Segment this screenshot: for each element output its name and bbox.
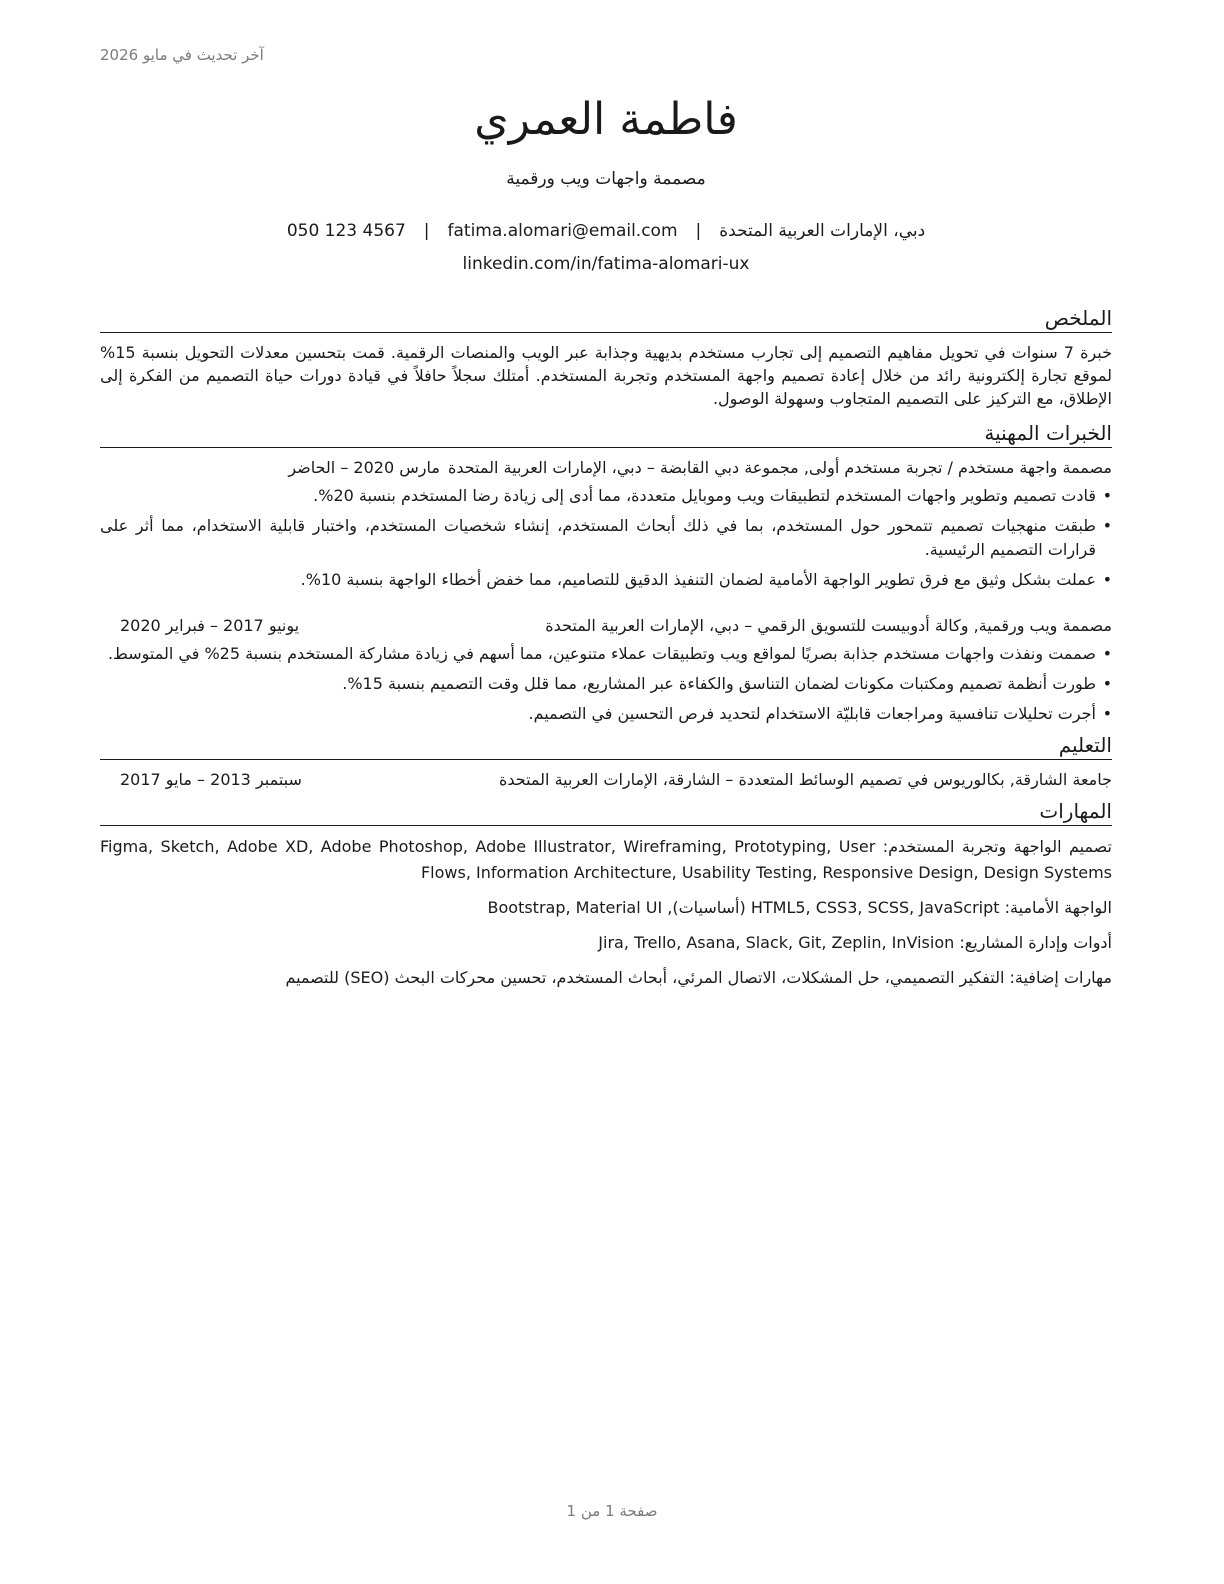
page-number: صفحة 1 من 1 xyxy=(566,1502,658,1520)
bullet-icon: • xyxy=(1102,486,1112,505)
section-heading-skills: المهارات xyxy=(100,798,1112,826)
section-heading-experience: الخبرات المهنية xyxy=(100,420,1112,448)
job-bullets xyxy=(100,642,1112,726)
skill-label: تصميم الواجهة وتجربة المستخدم: xyxy=(882,837,1112,856)
skill-line xyxy=(100,834,1112,886)
skill-label: الواجهة الأمامية: xyxy=(1004,898,1112,917)
job-header xyxy=(100,456,1112,480)
education-dates: سبتمبر 2013 – مايو 2017 xyxy=(120,770,302,789)
skills-section xyxy=(100,798,1112,991)
contact-linkedin[interactable]: linkedin.com/in/fatima-alomari-ux xyxy=(462,254,750,274)
bullet-icon: • xyxy=(1102,704,1112,723)
job-header xyxy=(100,614,1112,638)
job-dates: مارس 2020 – الحاضر xyxy=(288,458,440,477)
bullet-icon: • xyxy=(1102,644,1112,663)
list-item xyxy=(100,568,1112,592)
summary-section xyxy=(100,305,1112,410)
list-item xyxy=(100,672,1112,696)
contact-location: دبي، الإمارات العربية المتحدة xyxy=(719,221,926,241)
candidate-title: مصممة واجهات ويب ورقمية xyxy=(506,169,706,189)
list-item xyxy=(100,702,1112,726)
last-updated-note: آخر تحديث في مايو 2026 xyxy=(100,46,264,64)
skill-value: Jira, Trello, Asana, Slack, Git, Zeplin, InVision xyxy=(598,933,955,952)
job-dates: يونيو 2017 – فبراير 2020 xyxy=(120,616,300,635)
skill-value: التفكير التصميمي، حل المشكلات، الاتصال المرئي، أبحاث المستخدم، تحسين محركات البحث (SEO) للتصميم xyxy=(285,968,1005,987)
contact-email[interactable]: fatima.alomari@email.com xyxy=(447,221,678,241)
section-heading-summary: الملخص xyxy=(100,305,1112,333)
contact-phone: 050 123 4567 xyxy=(286,221,406,241)
bullet-text: طبقت منهجيات تصميم تتمحور حول المستخدم، بما في ذلك أبحاث المستخدم، إنشاء شخصيات المستخدم، واختبار قابلية الاستخدام، مما أثر على قرارات التصميم الرئيسية. xyxy=(100,516,1096,559)
bullet-icon: • xyxy=(1102,516,1112,535)
section-heading-education: التعليم xyxy=(100,732,1112,760)
contact-line xyxy=(100,220,1112,242)
job-entry xyxy=(100,614,1112,726)
job-role-company: مصممة ويب ورقمية, وكالة أدوبيست للتسويق الرقمي – دبي، الإمارات العربية المتحدة xyxy=(545,616,1112,635)
skill-line xyxy=(100,895,1112,921)
bullet-text: عملت بشكل وثيق مع فرق تطوير الواجهة الأمامية لضمان التنفيذ الدقيق للتصاميم، مما خفض أخطاء الواجهة بنسبة 10%. xyxy=(300,570,1096,589)
candidate-name: فاطمة العمري xyxy=(474,94,738,145)
job-entry xyxy=(100,456,1112,592)
skill-value: Figma, Sketch, Adobe XD, Adobe Photoshop, Adobe Illustrator, Wireframing, Prototyping, User Flows, Information Architecture, Usability Testing, Responsive Design, Design Systems xyxy=(100,837,1112,882)
job-bullets xyxy=(100,484,1112,592)
bullet-text: قادت تصميم وتطوير واجهات المستخدم لتطبيقات ويب وموبايل متعددة، مما أدى إلى زيادة رضا المستخدم بنسبة 20%. xyxy=(313,486,1096,505)
skill-label: مهارات إضافية: xyxy=(1009,968,1112,987)
job-role-company: مصممة واجهة مستخدم / تجربة مستخدم أولى, مجموعة دبي القابضة – دبي، الإمارات العربية المتحدة xyxy=(447,458,1112,477)
list-item xyxy=(100,514,1112,562)
bullet-icon: • xyxy=(1102,570,1112,589)
list-item xyxy=(100,642,1112,666)
experience-section xyxy=(100,420,1112,726)
contact-separator: | xyxy=(695,221,702,241)
skill-label: أدوات وإدارة المشاريع: xyxy=(959,933,1112,952)
skill-line xyxy=(100,965,1112,991)
summary-text: خبرة 7 سنوات في تحويل مفاهيم التصميم إلى تجارب مستخدم بديهية وجذابة عبر الويب والمنصات الرقمية. قمت بتحسين معدلات التحويل بنسبة 15% لموقع تجارة إلكترونية رائد من خلال إعادة تصميم واجهة المستخدم وتجربة المستخدم. أمتلك سجلاً حافلاً في قيادة دورات حياة التصميم من الفكرة إلى الإطلاق، مع التركيز على التصميم المتجاوب وسهولة الوصول. xyxy=(100,343,1113,408)
bullet-text: طورت أنظمة تصميم ومكتبات مكونات لضمان التناسق والكفاءة عبر المشاريع، مما قلل وقت التصميم بنسبة 15%. xyxy=(342,674,1096,693)
skill-value: HTML5, CSS3, SCSS, JavaScript (أساسيات), Bootstrap, Material UI xyxy=(487,898,1000,917)
bullet-text: صممت ونفذت واجهات مستخدم جذابة بصريًا لمواقع ويب وتطبيقات عملاء متنوعين، مما أسهم في زيادة مشاركة المستخدم بنسبة 25% في المتوسط. xyxy=(107,644,1096,663)
list-item xyxy=(100,484,1112,508)
skill-line xyxy=(100,930,1112,956)
education-entry xyxy=(100,768,1112,792)
education-text: جامعة الشارقة, بكالوريوس في تصميم الوسائط المتعددة – الشارقة، الإمارات العربية المتحدة xyxy=(498,770,1112,789)
education-section xyxy=(100,732,1112,792)
resume-content xyxy=(100,92,1112,1000)
bullet-text: أجرت تحليلات تنافسية ومراجعات قابليّة الاستخدام لتحديد فرص التحسين في التصميم. xyxy=(528,704,1096,723)
bullet-icon: • xyxy=(1102,674,1112,693)
contact-separator: | xyxy=(423,221,430,241)
